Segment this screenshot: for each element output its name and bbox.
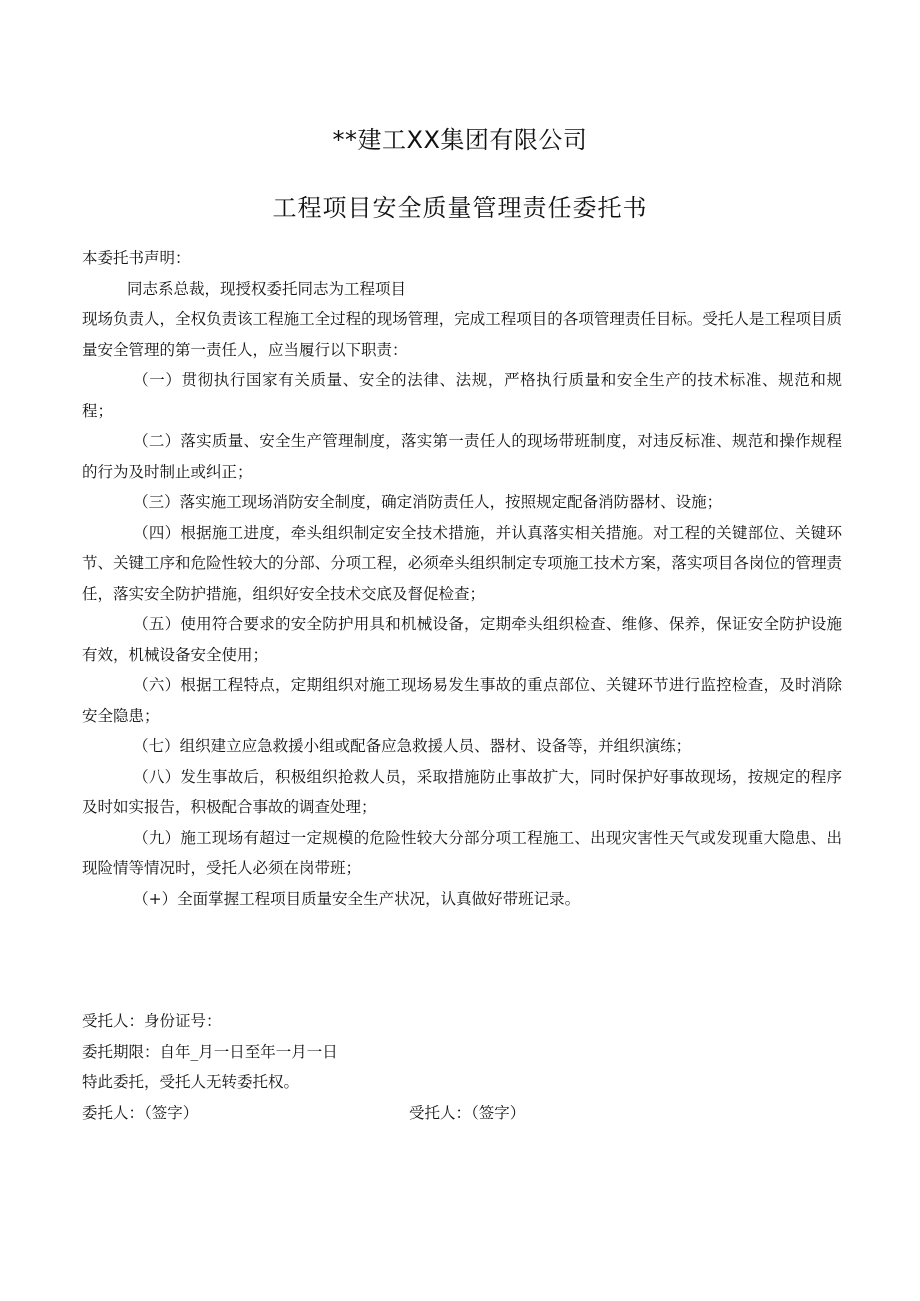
duty-item-4: （四）根据施工进度，牵头组织制定安全技术措施，并认真落实相关措施。对工程的关键部位、关键环节、关键工序和危险性较大的分部、分项工程，必须牵头组织制定专项施工技术方案，落实项目各岗位的管理责任，落实安全防护措施，组织好安全技术交底及督促检查； [82,523,842,603]
duty-item-6: （六）根据工程特点，定期组织对施工现场易发生事故的重点部位、关键环节进行监控检查，及时消除安全隐患； [82,676,842,725]
duty-item-5: （五）使用符合要求的安全防护用具和机械设备，定期牵头组织检查、维修、保养，保证安全防护设施有效，机械设备安全使用； [82,615,842,664]
document-footer [82,1006,842,1128]
duty-item-10: （+）全面掌握工程项目质量安全生产状况，认真做好带班记录。 [133,889,581,908]
principal-signature: 委托人：（签字） [82,1103,199,1122]
signature-row [82,1098,842,1129]
duty-item-7: （七）组织建立应急救援小组或配备应急救援人员、器材、设备等，并组织演练； [133,737,692,755]
intro-paragraph: 现场负责人，全权负责该工程施工全过程的现场管理，完成工程项目的各项管理责任目标。受托人是工程项目质量安全管理的第一责任人，应当履行以下职责： [82,310,842,359]
special-note: 特此委托，受托人无转委托权。 [82,1073,300,1091]
intro-line-1: 同志系总裁，现授权委托同志为工程项目 [126,279,406,298]
trustee-id-line: 受托人：身份证号： [82,1012,222,1030]
document-body [82,243,842,914]
declaration-heading: 本委托书声明： [82,249,191,267]
company-name: **建工XX集团有限公司 [332,126,588,154]
duty-item-2: （二）落实质量、安全生产管理制度，落实第一责任人的现场带班制度，对违反标准、规范和操作规程的行为及时制止或纠正； [82,432,842,481]
duty-item-9: （九）施工现场有超过一定规模的危险性较大分部分项工程施工、出现灾害性天气或发现重大隐患、出现险情等情况时，受托人必须在岗带班； [82,828,842,877]
duty-item-8: （八）发生事故后，积极组织抢救人员，采取措施防止事故扩大，同时保护好事故现场，按规定的程序及时如实报告，积极配合事故的调查处理； [82,767,842,816]
document-title: 工程项目安全质量管理责任委托书 [272,194,648,222]
entrustment-period: 委托期限：自年_月一日至年一月一日 [82,1042,338,1061]
duty-item-3: （三）落实施工现场消防安全制度，确定消防责任人，按照规定配备消防器材、设施； [133,493,723,511]
duty-item-1: （一）贯彻执行国家有关质量、安全的法律、法规，严格执行质量和安全生产的技术标准、规范和规程； [82,371,842,420]
trustee-signature: 受托人：（签字） [409,1103,526,1122]
duty-list [82,365,842,914]
